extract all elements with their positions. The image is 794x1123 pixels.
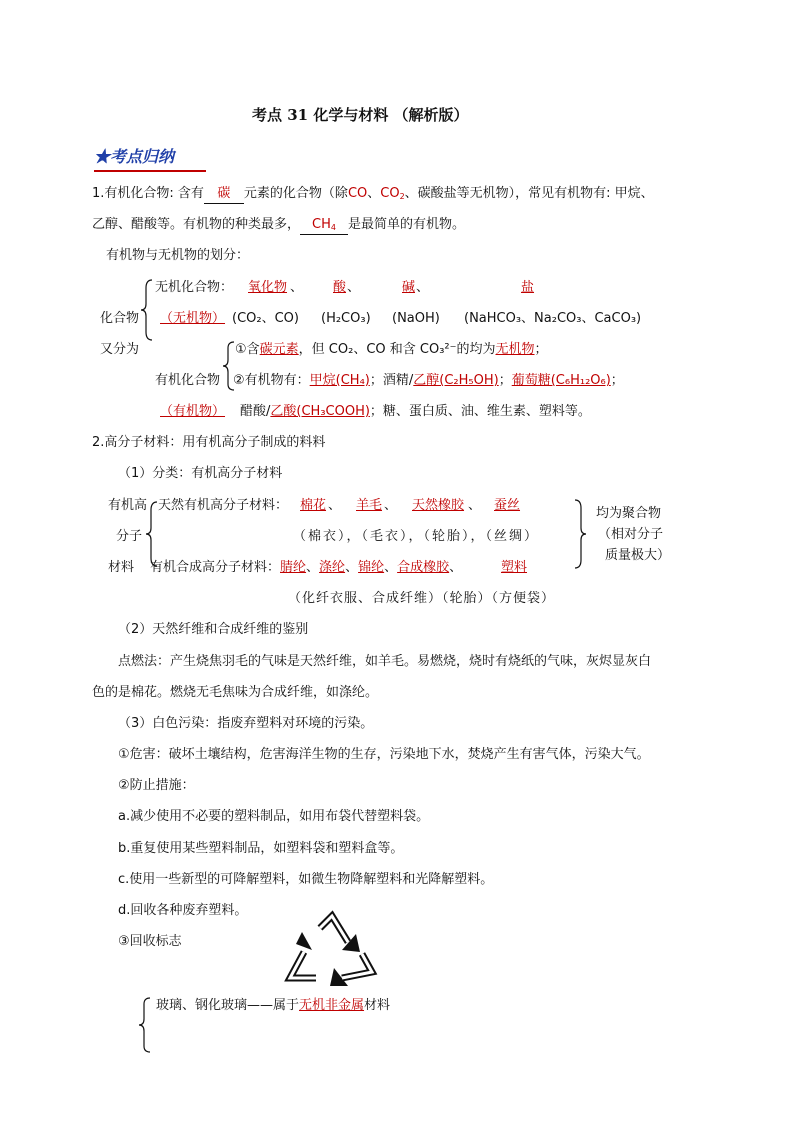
polymer-note-3: 质量极大）	[605, 548, 671, 563]
s1-line2	[92, 216, 465, 235]
glucose: 葡萄糖(C₆H₁₂O₆)	[511, 373, 611, 388]
brace-polymer	[145, 500, 159, 568]
inorganic-paren	[160, 310, 225, 328]
ethanol: 乙醇(C₂H₅OH)	[413, 373, 499, 388]
syn-dun-3: 、	[384, 560, 398, 575]
recycle-heading: ③回收标志	[118, 934, 182, 949]
s1-text-b: 元素的化合物（除	[243, 186, 348, 201]
acid-term: 酸	[333, 280, 347, 295]
organic-rule2	[233, 372, 624, 390]
divide-label: 又分为	[100, 342, 140, 357]
co2-base: CO	[380, 186, 400, 201]
s2-p2: （2）天然纤维和合成纤维的鉴别	[118, 622, 309, 637]
burn-line-2: 色的是棉花。燃烧无毛焦味为合成纤维，如涤纶。	[92, 685, 379, 700]
syn-dun-4: 、	[449, 560, 463, 575]
dun-1: 、	[290, 280, 304, 295]
blank-carbon: 碳	[204, 185, 244, 204]
syn-dun-1: 、	[306, 560, 320, 575]
recycle-icon	[276, 910, 388, 990]
wool-term: 羊毛	[356, 498, 383, 513]
natural-polymer-row	[158, 497, 288, 515]
prevent-a: a.减少使用不必要的塑料制品，如用布袋代替塑料袋。	[118, 809, 430, 824]
s2-p3: （3）白色污染：指废弃塑料对环境的污染。	[118, 716, 374, 731]
ex-acid: (H₂CO₃)	[321, 311, 371, 326]
s1-line1	[92, 185, 654, 204]
nat-dun-1: 、	[328, 498, 342, 513]
s1-line2-b: 是最简单的有机物。	[348, 217, 466, 232]
page-title: 考点 31 化学与材料 （解析版）	[252, 106, 469, 124]
co-formula: CO	[347, 186, 368, 201]
s1-text-c: 、碳酸盐等无机物），常见有机物有: 甲烷、	[404, 186, 654, 201]
prevent-heading: ②防止措施：	[118, 778, 195, 793]
synthetic-examples: （化纤衣服、合成纤维）（轮胎）（方便袋）	[288, 591, 556, 606]
o1a: ①含	[235, 342, 260, 357]
s2-p1: （1）分类：有机高分子材料	[118, 466, 283, 481]
polymer-left-1: 有机高	[108, 498, 148, 513]
oxide-term: 氧化物	[248, 280, 288, 295]
o2e: ；	[498, 373, 512, 388]
inorganic-label: 无机化合物：	[155, 280, 234, 295]
dun-2: 、	[347, 280, 361, 295]
prevent-c: c.使用一些新型的可降解塑料，如微生物降解塑料和光降解塑料。	[118, 872, 494, 887]
o3a: 醋酸/	[240, 404, 271, 419]
brace-polymer-right	[573, 498, 587, 570]
base-term: 碱	[402, 280, 416, 295]
burn-line-1: 点燃法：产生烧焦羽毛的气味是天然纤维，如羊毛。易燃烧，烧时有烧纸的气味，灰烬显灰白	[118, 654, 652, 669]
plastic-term: 塑料	[501, 560, 528, 575]
brace-inorganic-materials	[138, 996, 152, 1054]
natural-examples: （棉衣），（毛衣），（轮胎），（丝绸）	[293, 529, 540, 544]
o3c: ；糖、蛋白质、油、维生素、塑料等。	[369, 404, 591, 419]
polymer-left-3: 材料	[108, 560, 135, 575]
polymer-note-2: （相对分子	[598, 527, 664, 542]
ex-salt: (NaHCO₃、Na₂CO₃、CaCO₃)	[464, 311, 642, 326]
co2-formula	[380, 186, 404, 201]
glass-text-c: 材料	[364, 998, 391, 1013]
s1-line3: 有机物与无机物的划分：	[106, 248, 250, 263]
nylon-term: 腈纶	[280, 560, 307, 575]
methane: 甲烷(CH₄)	[309, 373, 370, 388]
cotton-term: 棉花	[300, 498, 327, 513]
inorganic-paren-text: （无机物）	[160, 311, 226, 326]
harm-line: ①危害：破坏土壤结构，危害海洋生物的生存，污染地下水，焚烧产生有害气体，污染大气。	[118, 747, 650, 762]
brace-compound	[140, 278, 154, 342]
acetic-acid: 乙酸(CH₃COOH)	[270, 404, 370, 419]
s2-heading: 2.高分子材料：用有机高分子制成的料料	[92, 435, 326, 450]
o1-inorganic: 无机物	[495, 342, 535, 357]
polymer-left-2: 分子	[116, 529, 143, 544]
syn-dun-2: 、	[345, 560, 359, 575]
ch4-base: CH	[312, 217, 331, 232]
o1-carbon: 碳元素	[259, 342, 299, 357]
prevent-d: d.回收各种废弃塑料。	[118, 903, 248, 918]
polyester-term: 涤纶	[319, 560, 346, 575]
ex-oxide: (CO₂、CO)	[232, 311, 299, 326]
inorganic-nonmetal-term: 无机非金属	[299, 998, 365, 1013]
o1e: ；	[534, 342, 548, 357]
ex-base: (NaOH)	[392, 311, 440, 326]
prevent-b: b.重复使用某些塑料制品，如塑料袋和塑料盒等。	[118, 841, 404, 856]
organic-rule3	[240, 403, 591, 421]
glass-text-a: 玻璃、钢化玻璃——属于	[156, 998, 300, 1013]
section-banner: ★考点归纳	[94, 147, 175, 166]
compound-label: 化合物	[100, 311, 140, 326]
synthetic-rubber-term: 合成橡胶	[397, 560, 450, 575]
silk-term: 蚕丝	[494, 498, 521, 513]
synthetic-label: 有机合成高分子材料：	[150, 560, 281, 575]
organic-paren	[160, 403, 225, 421]
salt-term: 盐	[521, 280, 535, 295]
glass-line	[156, 997, 390, 1015]
natural-label: 天然有机高分子材料：	[158, 498, 289, 513]
o2a: ②有机物有：	[233, 373, 310, 388]
o2c: ；酒精/	[369, 373, 414, 388]
nat-dun-3: 、	[468, 498, 482, 513]
synthetic-polymer-row	[150, 559, 462, 577]
s1-line2-a: 乙醇、醋酸等。有机物的种类最多，	[92, 217, 301, 232]
organic-label: 有机化合物	[155, 373, 221, 388]
banner-underline	[94, 170, 206, 172]
o2g: ；	[610, 373, 624, 388]
co2-sub: 2	[399, 192, 405, 201]
dun-3: 、	[416, 280, 430, 295]
jinlun-term: 锦纶	[358, 560, 385, 575]
nat-dun-2: 、	[384, 498, 398, 513]
organic-rule1	[235, 341, 548, 359]
s1-sep: 、	[367, 186, 381, 201]
polymer-note-1: 均为聚合物	[596, 506, 662, 521]
blank-ch4	[300, 216, 348, 235]
o1c: ，但 CO₂、CO 和含 CO₃²⁻的均为	[298, 342, 496, 357]
s1-text-a: 1.有机化合物: 含有	[92, 186, 204, 201]
organic-paren-text: （有机物）	[160, 404, 226, 419]
inorganic-row	[155, 279, 233, 297]
ch4-sub: 4	[330, 223, 336, 232]
rubber-term: 天然橡胶	[412, 498, 465, 513]
